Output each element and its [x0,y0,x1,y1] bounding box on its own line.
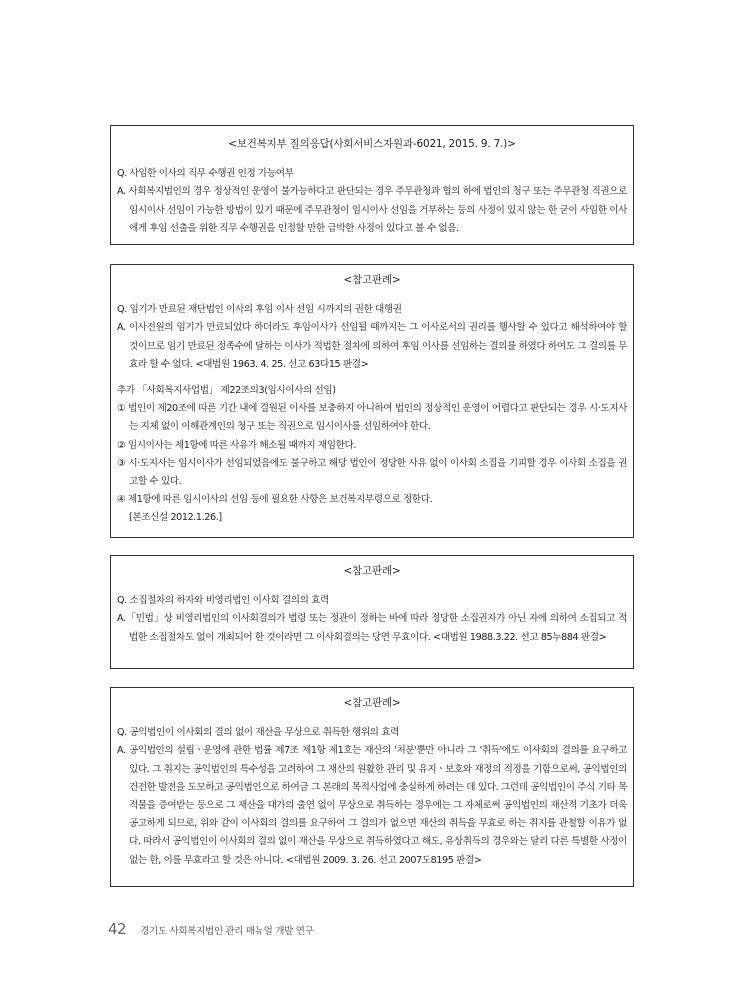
spacer [117,374,627,382]
answer-text: A. 사회복지법인의 경우 정상적인 운영이 불가능하다고 판단되는 경우 주무관청과 협의 하에 법인의 청구 또는 주무관청 직권으로 임시이사 선임이 가능한 방법이 있기 때문에 주무관청이 임시이사 선임을 거부하는 등의 사정이 있지 않는 한 굳이 사임한 이사에게 후임 선출을 위한 직무 수행권을 인정할 만한 급박한 사정이 있다고 볼 수 없음. [117,186,627,234]
law-item-1: ① 법인이 제20조에 따른 기간 내에 결원된 이사를 보충하지 아니하여 법인의 정상적인 운영이 어렵다고 판단되는 경우 시·도지사는 지체 없이 이해관계인의 청구 또는 직권으로 임시이사를 선임하여야 한다. [117,403,627,433]
box-ministry-qa [110,125,634,245]
question-text: Q. 소집절차의 하자와 비영리법인 이사회 결의의 효력 [117,595,329,607]
question-text: Q. 임기가 만료된 재단법인 이사의 후임 이사 선임 시까지의 권한 대행권 [117,304,402,316]
law-item-3: ③ 시·도지사는 임시이사가 선임되었음에도 불구하고 해당 법인이 정당한 사유 없이 이사회 소집을 기피할 경우 이사회 소집을 권고할 수 있다. [117,457,627,488]
box-reference-case-2 [110,555,634,669]
answer-text: A. 이사전원의 임기가 만료되었다 하더라도 후임이사가 선임될 때까지는 그 이사로서의 권리를 행사할 수 있다고 해석하여야 할 것이므로 임기 만료된 정족수에 달하는 이사가 적법한 절차에 의하여 후임 이사를 선임하는 결의를 하였다 하여도 그 결의를 무효라 할 수 없다. <대법원 1963. 4. 25. 선고 63다15 판결> [117,322,627,370]
law-item-2: ② 임시이사는 제1항에 따른 사유가 해소될 때까지 재임한다. [117,439,357,451]
question-text: Q. 공익법인이 이사회의 결의 없이 재산을 무상으로 취득한 행위의 효력 [117,727,399,739]
law-item-4: ④ 제1항에 따른 임시이사의 선임 등에 필요한 사항은 보건복지부령으로 정한다. [117,494,433,506]
page-number: 42 [108,920,127,938]
question-text: Q. 사임한 이사의 직무 수행권 인정 가능여부 [117,168,294,180]
document-title: 경기도 사회복지법인 관리 매뉴얼 개발 연구 [140,926,314,937]
page-footer [108,920,313,938]
box-reference-case-1 [110,264,634,538]
addendum-heading: 추가 「사회복지사업법」 제22조의3(임시이사의 선임) [117,385,336,397]
box-title: <참고판례> [343,274,401,286]
box-title: <보건복지부 질의응답(사회서비스자원과-6021, 2015. 9. 7.)> [228,138,516,150]
box-title: <참고판례> [343,565,401,577]
box-reference-case-3 [110,687,634,887]
answer-text: A.「민법」상 비영리법인의 이사회결의가 법령 또는 정관이 정하는 바에 따라 정당한 소집권자가 아닌 자에 의하여 소집되고 적법한 소집절차도 없이 개최되어 한 것이라면 그 이사회결의는 당연 무효이다. <대법원 1988.3.22. 선고 85누884 판결> [117,613,627,643]
answer-text: A. 공익법인의 설립ㆍ운영에 관한 법률 제7조 제1항 제1호는 재산의 '처분'뿐만 아니라 그 '취득'에도 이사회의 결의를 요구하고 있다. 그 취지는 공익법인의 특수성을 고려하여 그 재산의 원활한 관리 및 유지ㆍ보호와 재정의 적정을 기함으로써, 공익법인의 건전한 발전을 도모하고 공익법인으로 하여금 그 본래의 목적사업에 충실하게 하려는 데 있다. 그런데 공익법인이 주식 기타 목적물을 증여받는 등으로 그 재산을 대가의 출연 없이 무상으로 취득하는 경우에는 그 자체로써 공익법인의 재산적 기초가 더욱 공고하게 되므로, 위와 같이 이사회의 결의를 요구하여 그 결의가 없으면 재산의 취득을 무효로 하는 취지를 관철할 이유가 없다. 따라서 공익법인이 이사회의 결의 없이 재산을 무상으로 취득하였다고 해도, 유상취득의 경우와는 달리 다른 특별한 사정이 없는 한, 이를 무효라고 할 것은 아니다. <대법원 2009. 3. 26. 선고 2007도8195 판결> [117,745,627,866]
box-title: <참고판례> [343,697,401,709]
amendment-note: [본조신설 2012.1.26.] [129,512,222,524]
